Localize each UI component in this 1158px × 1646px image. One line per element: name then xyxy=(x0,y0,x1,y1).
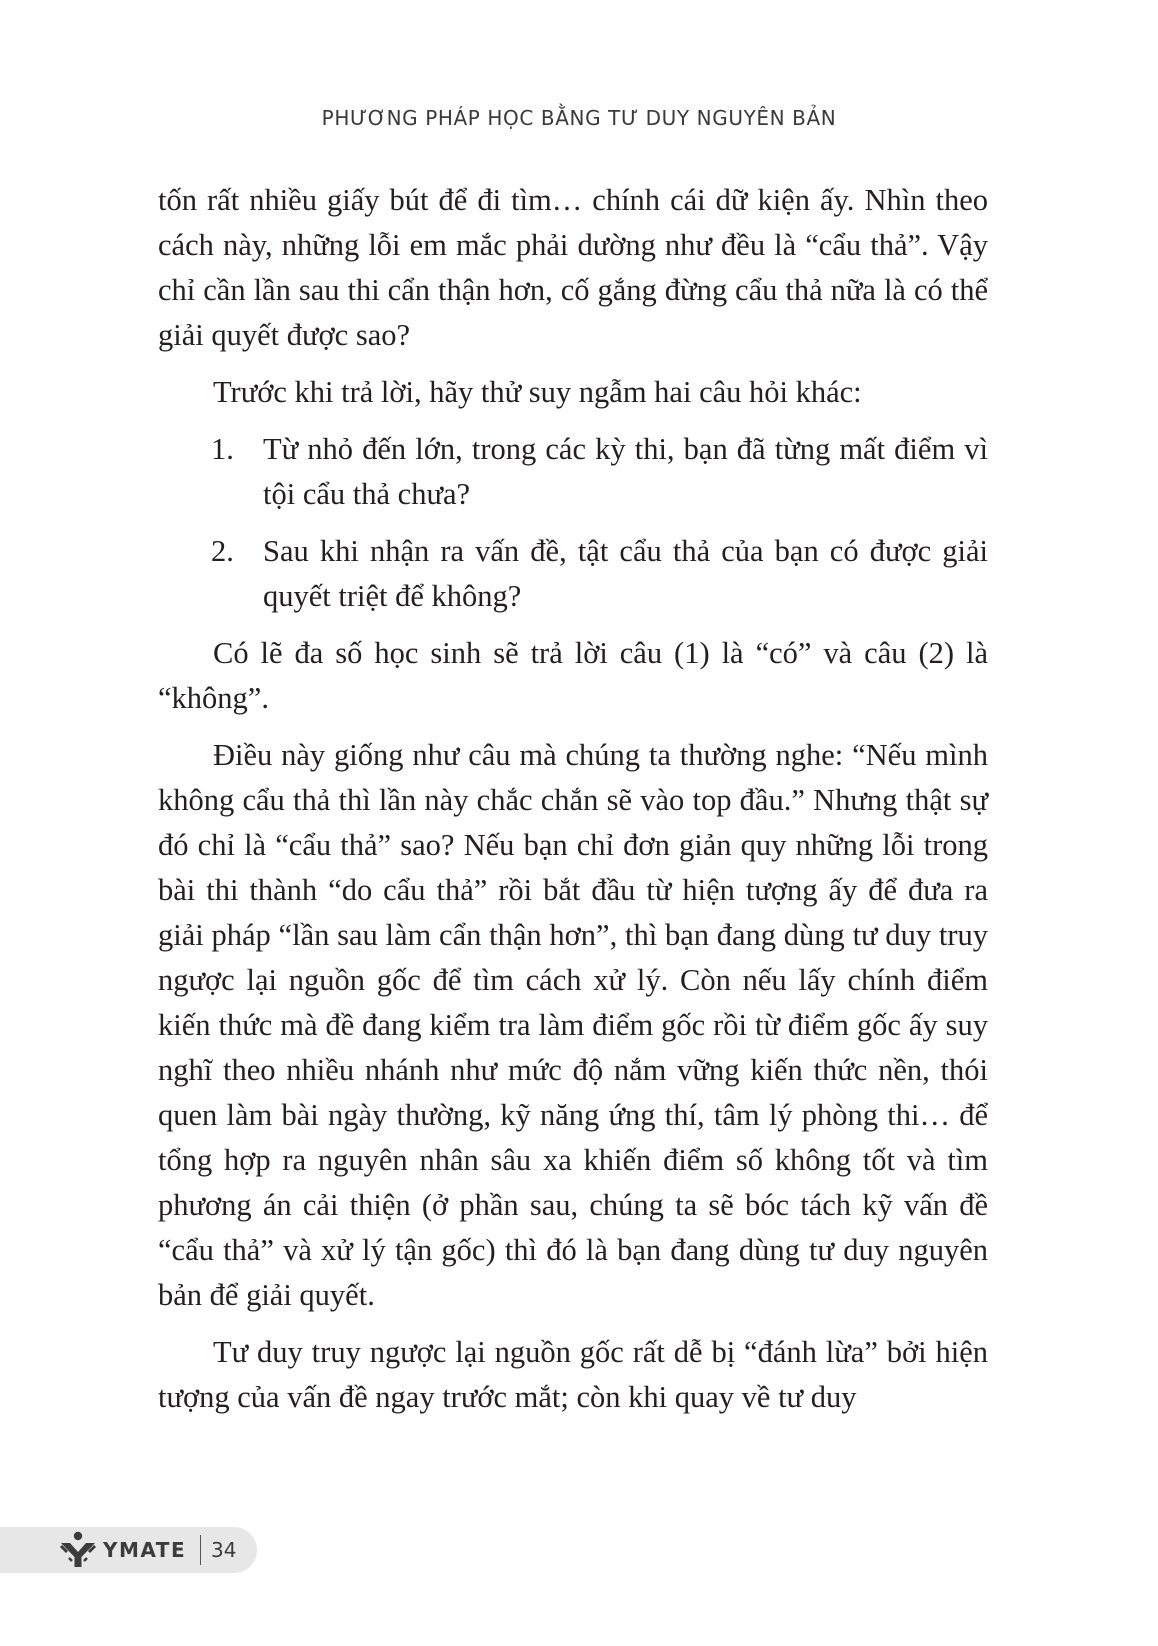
ymate-logo-icon xyxy=(58,1530,98,1570)
list-item xyxy=(211,427,988,517)
paragraph-last: Tư duy truy ngược lại nguồn gốc rất dễ bị “đánh lừa” bởi hiện tượng của vấn đề ngay trước mắt; còn khi quay về tư duy xyxy=(158,1335,988,1414)
list-item-number: 2. xyxy=(211,534,234,568)
paragraph-intro: Trước khi trả lời, hãy thử suy ngẫm hai câu hỏi khác: xyxy=(213,375,862,409)
brand-name: YMATE xyxy=(103,1538,187,1562)
paragraph-continuation: tốn rất nhiều giấy bút để đi tìm… chính cái dữ kiện ấy. Nhìn theo cách này, những lỗi em mắc phải dường như đều là “cẩu thả”. Vậy chỉ cần lần sau thi cẩn thận hơn, cố gắng đừng cẩu thả nữa là có thể giải quyết được sao? xyxy=(158,183,988,352)
question-list xyxy=(158,427,988,619)
footer-divider xyxy=(200,1535,201,1565)
paragraph-answer: Có lẽ đa số học sinh sẽ trả lời câu (1) là “có” và câu (2) là “không”. xyxy=(158,636,988,715)
page-number: 34 xyxy=(211,1538,237,1562)
running-header: PHƯƠNG PHÁP HỌC BẰNG TƯ DUY NGUYÊN BẢN xyxy=(321,106,837,130)
paragraph-main: Điều này giống như câu mà chúng ta thường nghe: “Nếu mình không cẩu thả thì lần này chắc chắn sẽ vào top đầu.” Nhưng thật sự đó chỉ là “cẩu thả” sao? Nếu bạn chỉ đơn giản quy những lỗi trong bài thi thành “do cẩu thả” rồi bắt đầu từ hiện tượng ấy để đưa ra giải pháp “lần sau làm cẩn thận hơn”, thì bạn đang dùng tư duy truy ngược lại nguồn gốc để tìm cách xử lý. Còn nếu lấy chính điểm kiến thức mà đề đang kiểm tra làm điểm gốc rồi từ điểm gốc ấy suy nghĩ theo nhiều nhánh như mức độ nắm vững kiến thức nền, thói quen làm bài ngày thường, kỹ năng ứng thí, tâm lý phòng thi… để tổng hợp ra nguyên nhân sâu xa khiến điểm số không tốt và tìm phương án cải thiện (ở phần sau, chúng ta sẽ bóc tách kỹ vấn đề “cẩu thả” và xử lý tận gốc) thì đó là bạn đang dùng tư duy nguyên bản để giải quyết. xyxy=(158,738,988,1312)
list-item-number: 1. xyxy=(211,432,234,466)
list-item-text: Từ nhỏ đến lớn, trong các kỳ thi, bạn đã từng mất điểm vì tội cẩu thả chưa? xyxy=(263,432,988,511)
list-item-text: Sau khi nhận ra vấn đề, tật cẩu thả của bạn có được giải quyết triệt để không? xyxy=(263,534,988,613)
list-item xyxy=(211,529,988,619)
page-body xyxy=(158,178,988,1432)
